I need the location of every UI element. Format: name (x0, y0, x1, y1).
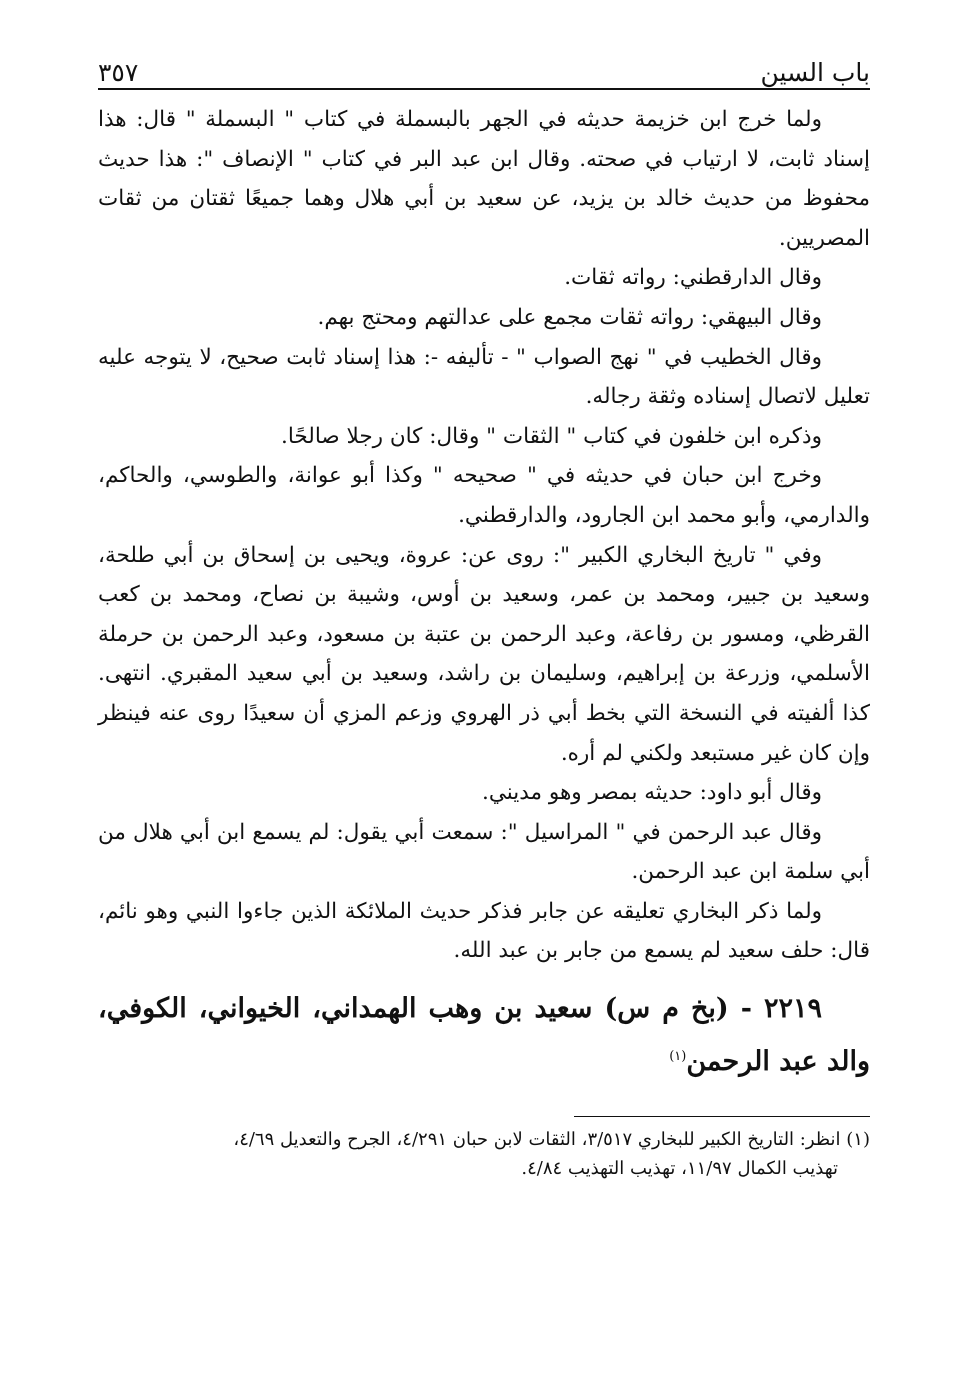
paragraph: وخرج ابن حبان في حديثه في " صحيحه " وكذا أبو عوانة، والطوسي، والحاكم، والدارمي، وأبو محمد ابن الجارود، والدارقطني. (98, 463, 870, 528)
main-text (98, 100, 870, 971)
footnote (98, 1125, 870, 1183)
paragraph: وقال البيهقي: رواته ثقات مجمع على عدالتهم ومحتج بهم. (317, 304, 822, 330)
footnote-line: تهذيب الكمال ١١/٩٧، تهذيب التهذيب ٤/٨٤. (521, 1158, 838, 1180)
chapter-title: باب السين (760, 58, 870, 87)
paragraph: وقال أبو داود: حديثه بمصر وهو مديني. (481, 780, 822, 806)
paragraph: وقال الخطيب في " نهج الصواب " - تأليفه -: هذا إسناد ثابت صحيح، لا يتوجه عليه تعليل لاتصال إسناده وثقة رجاله. (98, 344, 870, 410)
paragraph: وفي " تاريخ البخاري الكبير ": روى عن: عروة، ويحيى بن إسحاق بن أبي طلحة، وسعيد بن جبير، ومحمد بن عمر، وسعيد بن أوس، وشيبة بن نصاح، ومحمد بن كعب القرظي، ومسور بن رفاعة، وعبد الرحمن بن عتبة بن مسعود، وعبد الرحمن بن حرملة الأسلمي، وزرعة بن إبراهيم، وسليمان بن راشد، وسعيد بن أبي سعيد المقبري. انتهى. كذا ألفيته في النسخة التي بخط أبي ذر الهروي وزعم المزي أن سعيدًا روى عنه فينظر وإن كان غير مستبعد ولكني لم أره. (98, 542, 870, 766)
biography-entry-heading (98, 985, 870, 1086)
paragraph: ولما خرج ابن خزيمة حديثه في الجهر بالبسملة في كتاب " البسملة " قال: هذا إسناد ثابت، لا ارتياب في صحته. وقال ابن عبد البر في كتاب " الإنصاف ": هذا حديث محفوظ من حديث خالد بن يزيد، عن سعيد بن أبي هلال وهما جميعًا ثقتان من ثقات المصريين. (98, 107, 870, 251)
footnote-divider (574, 1116, 870, 1117)
entry-title: ٢٢١٩ - (بخ م س) سعيد بن وهب الهمداني، الخيواني، الكوفي، والد عبد الرحمن (98, 993, 870, 1078)
paragraph: وقال عبد الرحمن في " المراسيل ": سمعت أبي يقول: لم يسمع ابن أبي هلال من أبي سلمة ابن عبد الرحمن. (98, 819, 870, 885)
book-page (98, 48, 870, 1183)
paragraph: ولما ذكر البخاري تعليقه عن جابر فذكر حديث الملائكة الذين جاءوا النبي وهو نائم، قال: حلف سعيد لم يسمع من جابر بن عبد الله. (98, 898, 870, 964)
footnote-reference: (١) (669, 1049, 687, 1065)
footnote-line: (١) انظر: التاريخ الكبير للبخاري ٣/٥١٧، الثقات لابن حبان ٤/٢٩١، الجرح والتعديل ٤/٦٩، (233, 1129, 870, 1151)
page-number: ٣٥٧ (98, 58, 139, 87)
paragraph: وقال الدارقطني: رواته ثقات. (564, 265, 822, 291)
running-header (98, 48, 870, 90)
paragraph: وذكره ابن خلفون في كتاب " الثقات " وقال: كان رجلا صالحًا. (281, 423, 822, 449)
